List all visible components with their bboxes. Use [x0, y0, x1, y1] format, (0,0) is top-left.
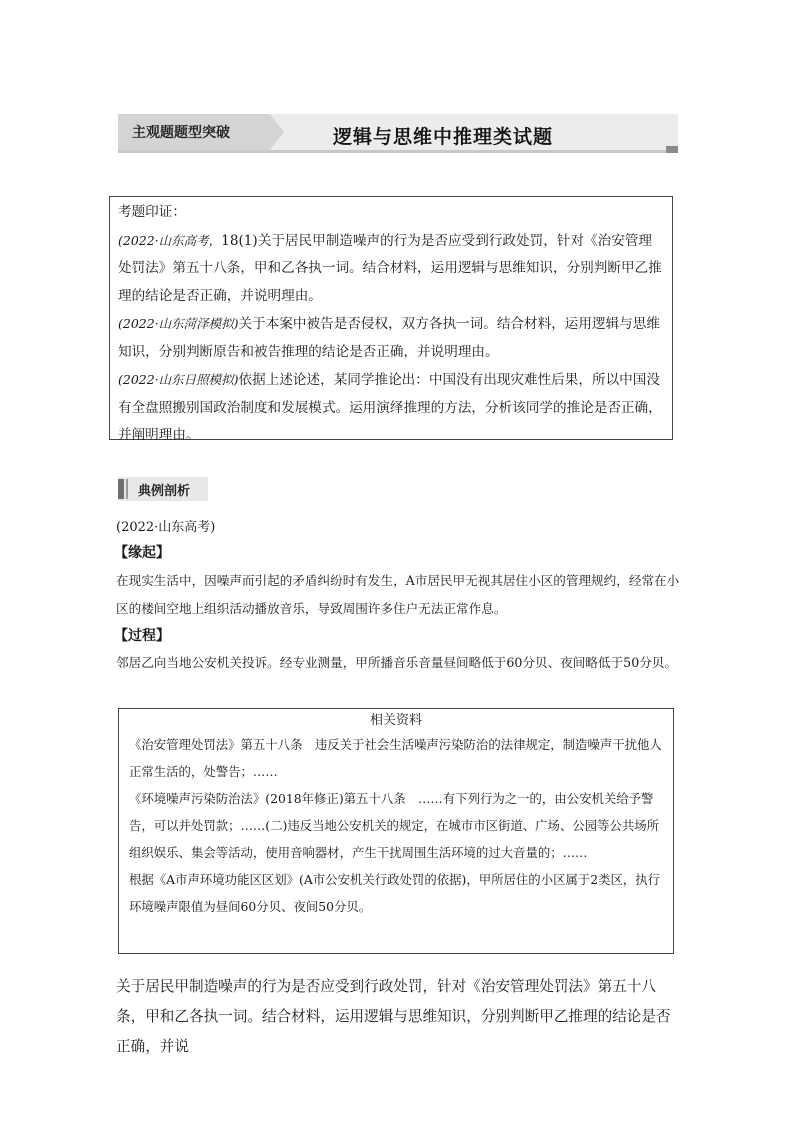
exam-item-2	[118, 310, 662, 366]
page-title: 逻辑与思维中推理类试题	[333, 126, 554, 148]
exam-item-1	[118, 227, 662, 311]
header-arrow-shape	[270, 114, 284, 150]
exam-item-source: (2022·山东菏泽模拟)	[118, 316, 239, 331]
section-label-text: 典例剖析	[138, 484, 191, 499]
origin-heading: 【缘起】	[114, 545, 170, 561]
exam-item-text: 依据上述论述，某同学推论出：中国没有出现灾难性后果，所以中国没有全盘照搬别国政治制度和发展模式。运用演绎推理的方法，分析该同学的推论是否正确，并阐明理由。	[118, 372, 662, 443]
material-item-3: 根据《A市声环境功能区区划》(A市公安机关行政处罚的依据)，甲所居住的小区属于2类区，执行环境噪声限值为昼间60分贝、夜间50分贝。	[129, 872, 661, 914]
header-corner-mark	[666, 146, 678, 153]
header-underline	[118, 150, 666, 153]
process-heading: 【过程】	[114, 628, 170, 644]
origin-text: 在现实生活中，因噪声而引起的矛盾纠纷时有发生，A市居民甲无视其居住小区的管理规约，经常在小区的楼间空地上组织活动播放音乐，导致周围许多住户无法正常作息。	[116, 573, 680, 616]
exam-item-text: 18(1)关于居民甲制造噪声的行为是否应受到行政处罚，针对《治安管理处罚法》第五十八条，甲和乙各执一词。结合材料，运用逻辑与思维知识，分别判断甲乙推理的结论是否正确，并说明理由。	[118, 232, 662, 304]
process-text: 邻居乙向当地公安机关投诉。经专业测量，甲所播音乐音量昼间略低于60分贝、夜间略低于50分贝。	[116, 655, 677, 670]
header-tab-label: 主观题题型突破	[132, 125, 230, 141]
section-bar-icon	[118, 479, 124, 499]
related-materials-box	[118, 708, 674, 954]
section-bar-thin-icon	[126, 479, 128, 499]
material-item-1: 《治安管理处罚法》第五十八条 违反关于社会生活噪声污染防治的法律规定，制造噪声干扰他人正常生活的，处警告；……	[129, 737, 662, 779]
exam-item-source: (2022·山东高考，	[118, 232, 222, 248]
exam-item-source: (2022·山东日照模拟)	[118, 372, 239, 387]
materials-title: 相关资料	[369, 713, 422, 728]
exam-item-3	[118, 366, 662, 450]
case-source: (2022·山东高考)	[116, 520, 216, 535]
section-header-banner	[118, 114, 678, 152]
exam-box-label: 考题印证：	[118, 204, 186, 220]
material-item-2: 《环境噪声污染防治法》(2018年修正)第五十八条 ……有下列行为之一的，由公安机关给予警告，可以并处罚款；……(二)违反当地公安机关的规定，在城市市区街道、广场、公园等公共场所组织娱乐、集会等活动，使用音响器材，产生干扰周围生活环境的过大音量的；……	[129, 791, 660, 860]
question-text: 关于居民甲制造噪声的行为是否应受到行政处罚，针对《治安管理处罚法》第五十八条，甲和乙各执一词。结合材料，运用逻辑与思维知识，分别判断甲乙推理的结论是否正确，并说	[116, 978, 671, 1055]
exam-item-text: 关于本案中被告是否侵权，双方各执一词。结合材料，运用逻辑与思维知识，分别判断原告和被告推理的结论是否正确，并说明理由。	[118, 316, 660, 360]
exam-verification-box	[109, 196, 673, 443]
section-label	[118, 477, 208, 501]
header-tab	[118, 114, 270, 150]
